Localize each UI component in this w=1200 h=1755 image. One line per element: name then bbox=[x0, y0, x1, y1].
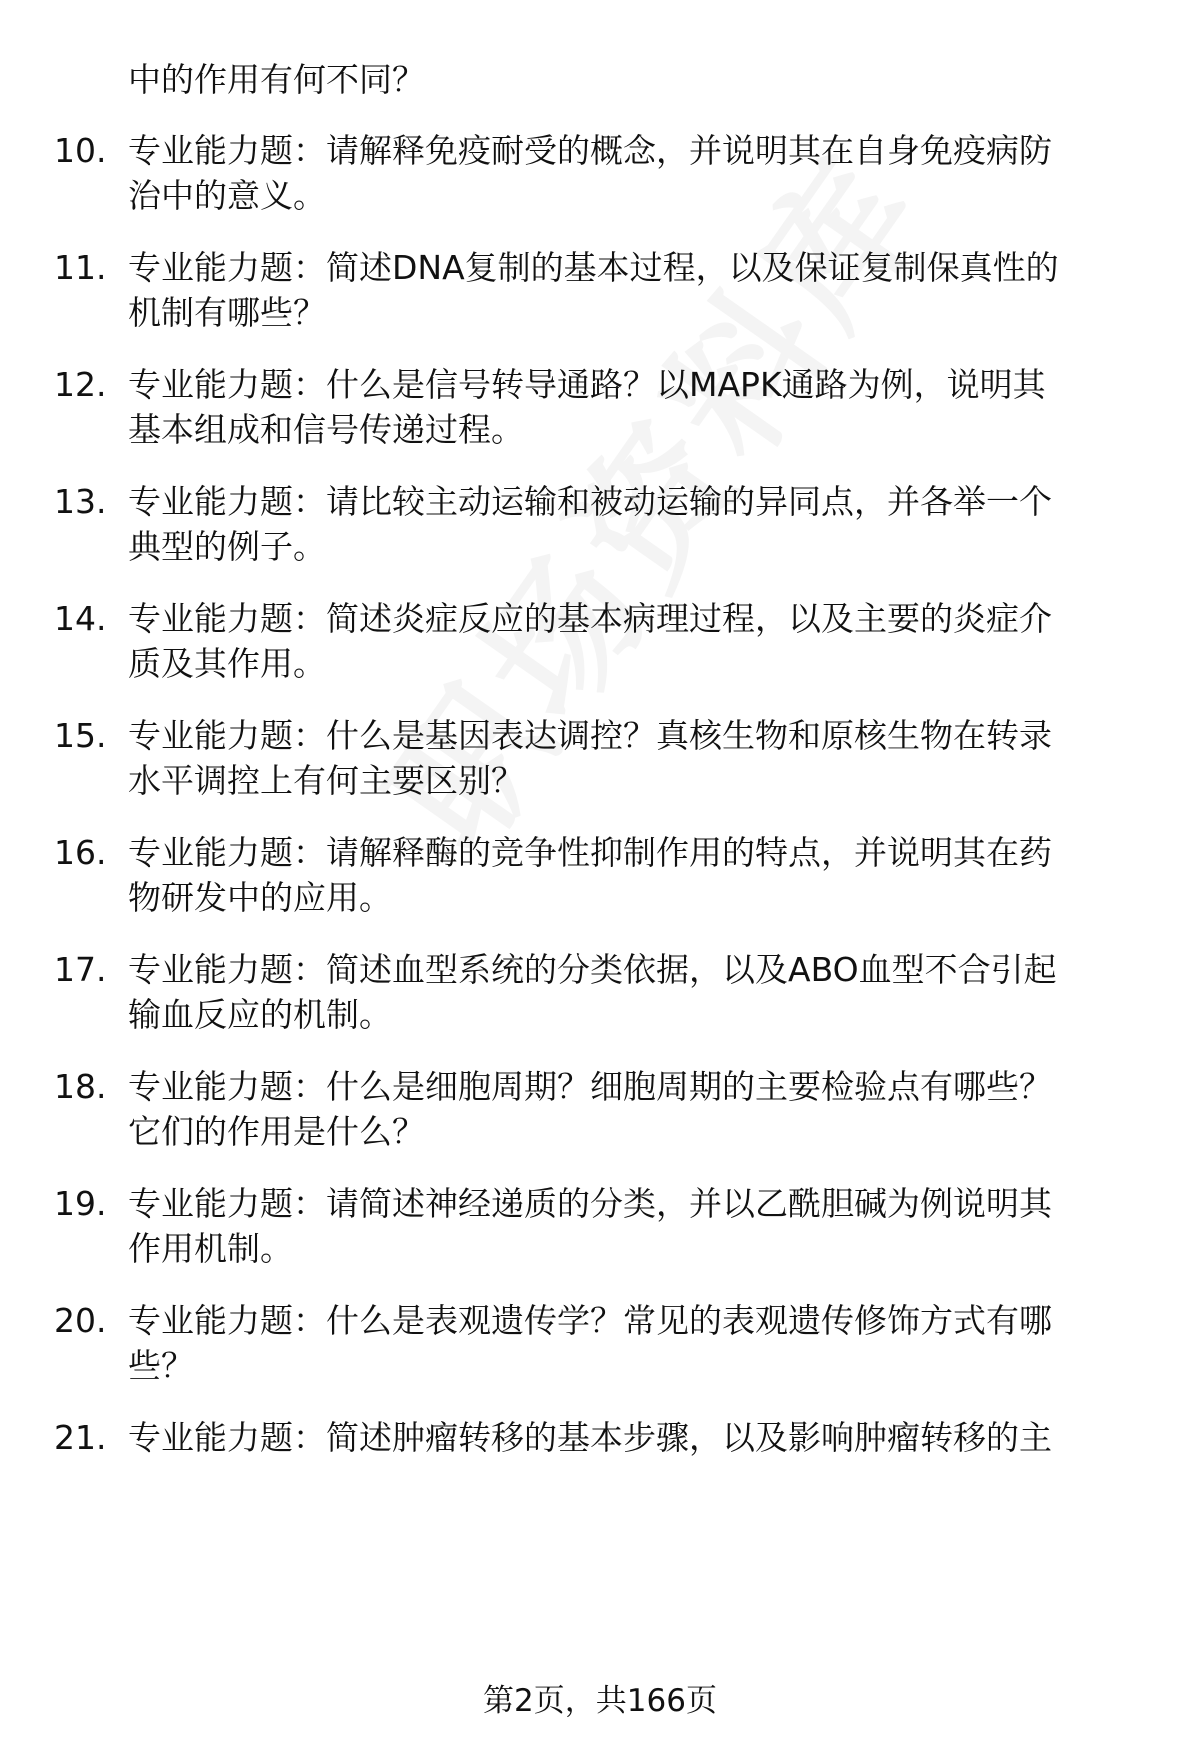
question-number: 16. bbox=[54, 833, 107, 872]
question-number: 18. bbox=[54, 1067, 107, 1106]
question-text: 专业能力题：简述血型系统的分类依据，以及ABO血型不合引起 bbox=[128, 950, 1057, 989]
question-text: 治中的意义。 bbox=[128, 176, 326, 215]
question-number: 12. bbox=[54, 365, 107, 404]
question-text: 专业能力题：什么是信号转导通路？以MAPK通路为例，说明其 bbox=[128, 365, 1046, 404]
question-text: 专业能力题：请比较主动运输和被动运输的异同点，并各举一个 bbox=[128, 482, 1052, 521]
question-text: 专业能力题：请解释免疫耐受的概念，并说明其在自身免疫病防 bbox=[128, 131, 1052, 170]
question-text: 物研发中的应用。 bbox=[128, 878, 392, 917]
question-text: 输血反应的机制。 bbox=[128, 995, 392, 1034]
question-text: 专业能力题：请简述神经递质的分类，并以乙酰胆碱为例说明其 bbox=[128, 1184, 1052, 1223]
continuation-text: 中的作用有何不同？ bbox=[128, 60, 425, 99]
question-text: 些？ bbox=[128, 1346, 194, 1385]
question-number: 17. bbox=[54, 950, 107, 989]
question-text: 专业能力题：简述DNA复制的基本过程，以及保证复制保真性的 bbox=[128, 248, 1059, 287]
question-text: 它们的作用是什么？ bbox=[128, 1112, 425, 1151]
question-text: 专业能力题：什么是表观遗传学？常见的表观遗传修饰方式有哪 bbox=[128, 1301, 1052, 1340]
question-text: 专业能力题：简述肿瘤转移的基本步骤，以及影响肿瘤转移的主 bbox=[128, 1418, 1052, 1457]
question-text: 专业能力题：简述炎症反应的基本病理过程，以及主要的炎症介 bbox=[128, 599, 1052, 638]
question-number: 14. bbox=[54, 599, 107, 638]
question-number: 20. bbox=[54, 1301, 107, 1340]
page-footer: 第2页，共166页 bbox=[483, 1683, 717, 1719]
question-text: 机制有哪些？ bbox=[128, 293, 326, 332]
question-text: 基本组成和信号传递过程。 bbox=[128, 410, 524, 449]
question-number: 19. bbox=[54, 1184, 107, 1223]
question-number: 11. bbox=[54, 248, 107, 287]
question-text: 专业能力题：什么是基因表达调控？真核生物和原核生物在转录 bbox=[128, 716, 1052, 755]
question-number: 13. bbox=[54, 482, 107, 521]
question-text: 专业能力题：请解释酶的竞争性抑制作用的特点，并说明其在药 bbox=[128, 833, 1052, 872]
question-text: 质及其作用。 bbox=[128, 644, 326, 683]
question-text: 作用机制。 bbox=[128, 1229, 293, 1268]
question-number: 21. bbox=[54, 1418, 107, 1457]
question-text: 水平调控上有何主要区别？ bbox=[128, 761, 524, 800]
question-text: 典型的例子。 bbox=[128, 527, 326, 566]
question-number: 15. bbox=[54, 716, 107, 755]
question-text: 专业能力题：什么是细胞周期？细胞周期的主要检验点有哪些？ bbox=[128, 1067, 1052, 1106]
question-number: 10. bbox=[54, 131, 107, 170]
